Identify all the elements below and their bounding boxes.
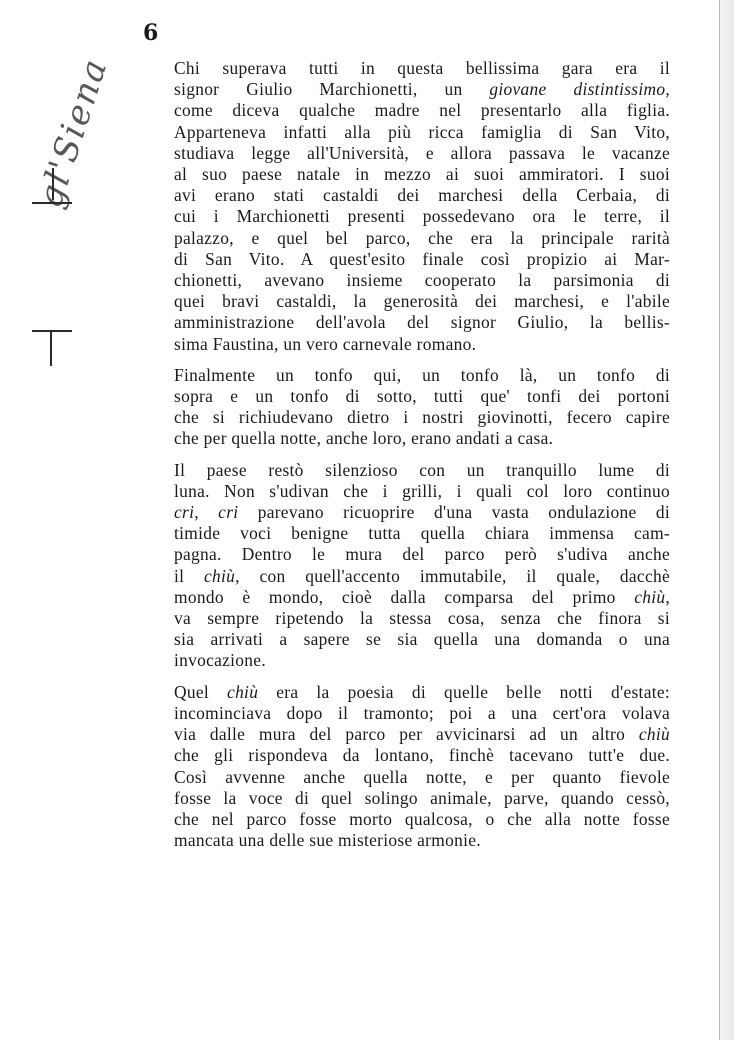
text-run: che gli rispondeva da lontano, finchè tacevano tutt'e due.	[174, 745, 670, 766]
text-line	[144, 566, 670, 587]
text-run: , con quell'accento immutabile, il quale, dacchè	[235, 565, 670, 586]
text-line	[144, 334, 670, 355]
text-line	[144, 428, 670, 449]
text-run: avi erano stati castaldi dei marchesi della Cerbaia, di	[174, 185, 670, 206]
italic-run: chiù	[638, 724, 670, 745]
text-line	[144, 682, 670, 703]
text-line	[144, 830, 670, 851]
text-line	[144, 703, 670, 724]
italic-run: chiù	[634, 586, 666, 607]
body-text	[144, 58, 670, 851]
italic-run: giovane distintissimo,	[489, 79, 670, 100]
text-run: che per quella notte, anche loro, erano andati a casa.	[174, 428, 554, 449]
handwritten-margin-note: gl'Siena	[30, 53, 116, 213]
paragraph-3	[144, 460, 670, 672]
text-line	[144, 407, 670, 428]
text-line	[144, 502, 670, 523]
paragraph-4	[144, 682, 670, 852]
text-line	[144, 249, 670, 270]
text-run: Il paese restò silenzioso con un tranquillo lume di	[174, 459, 670, 480]
text-run: luna. Non s'udivan che i grilli, i quali col loro continuo	[174, 480, 670, 501]
text-run: mancata una delle sue misteriose armonie.	[174, 830, 481, 851]
paragraph-1	[144, 58, 670, 355]
proofreading-mark-vertical	[52, 168, 54, 200]
italic-run: cri, cri	[174, 502, 239, 523]
text-run: Chi superava tutti in questa bellissima gara era il	[174, 58, 670, 78]
text-line	[144, 650, 670, 671]
text-run: sopra e un tonfo di sotto, tutti que' tonfi dei portoni	[174, 386, 670, 407]
text-run: studiava legge all'Università, e allora passava le vacanze	[174, 142, 670, 163]
text-run: sia arrivati a sapere se sia quella una domanda o una	[174, 629, 670, 650]
text-run: che nel parco fosse morto qualcosa, o che alla notte fosse	[174, 808, 670, 829]
page-edge-shadow	[720, 0, 734, 1040]
text-run: parevano ricuoprire d'una vasta ondulazione di	[238, 502, 670, 523]
text-run: invocazione.	[174, 650, 266, 671]
italic-run: chiù	[203, 565, 236, 586]
text-run: Quel	[174, 681, 228, 702]
text-run: fosse la voce di quel solingo animale, parve, quando cessò,	[174, 787, 670, 808]
text-run: via dalle mura del parco per avvicinarsi ad un altro	[174, 724, 639, 745]
text-run: di San Vito. A quest'esito finale così propizio ai Mar-	[174, 248, 670, 269]
text-run: chionetti, avevano insieme cooperato la parsimonia di	[174, 270, 670, 291]
text-run: amministrazione dell'avola del signor Giulio, la bellis-	[174, 312, 670, 333]
italic-run: chiù	[227, 681, 259, 702]
text-line	[144, 629, 670, 650]
text-run: Così avvenne anche quella notte, e per quanto fievole	[174, 766, 670, 787]
text-line	[144, 460, 670, 481]
text-line	[144, 291, 670, 312]
text-line	[144, 185, 670, 206]
text-run: va sempre ripetendo la stessa cosa, senza che finora si	[174, 608, 670, 629]
text-run: signor Giulio Marchionetti, un	[174, 79, 490, 100]
text-line	[144, 365, 670, 386]
text-line	[144, 788, 670, 809]
text-line	[144, 544, 670, 565]
page-number: 6	[143, 20, 159, 46]
text-run: incominciava dopo il tramonto; poi a una cert'ora volava	[174, 702, 670, 723]
proofreading-mark-horizontal	[32, 202, 72, 204]
page-edge-line	[719, 0, 720, 1040]
text-line	[144, 228, 670, 249]
text-run: che si richiudevano dietro i nostri giovinotti, fecero capire	[174, 407, 670, 428]
text-line	[144, 767, 670, 788]
text-run: Apparteneva infatti alla più ricca famiglia di San Vito,	[174, 121, 670, 142]
text-line	[144, 79, 670, 100]
text-run: sima Faustina, un vero carnevale romano.	[174, 333, 477, 354]
text-run: palazzo, e quel bel parco, che era la principale rarità	[174, 227, 670, 248]
text-line	[144, 100, 670, 121]
text-run: pagna. Dentro le mura del parco però s'udiva anche	[174, 544, 670, 565]
paragraph-2	[144, 365, 670, 450]
text-line	[144, 164, 670, 185]
text-run: ,	[665, 586, 670, 607]
text-line	[144, 143, 670, 164]
text-line	[144, 724, 670, 745]
text-line	[144, 481, 670, 502]
text-run: mondo è mondo, cioè dalla comparsa del primo	[174, 586, 635, 607]
text-run: al suo paese natale in mezzo ai suoi ammiratori. I suoi	[174, 164, 670, 185]
text-run: il	[174, 565, 204, 586]
text-line	[144, 122, 670, 143]
text-run: quei bravi castaldi, la generosità dei marchesi, e l'abile	[174, 291, 670, 312]
text-run: cui i Marchionetti presenti possedevano ora le terre, il	[174, 206, 670, 227]
text-run: era la poesia di quelle belle notti d'estate:	[258, 681, 670, 702]
text-line	[144, 270, 670, 291]
text-run: timide voci benigne tutta quella chiara immensa cam-	[174, 523, 670, 544]
text-line	[144, 58, 670, 79]
text-line	[144, 206, 670, 227]
text-run: come diceva qualche madre nel presentarlo alla figlia.	[174, 100, 670, 121]
text-line	[144, 587, 670, 608]
text-line	[144, 809, 670, 830]
text-line	[144, 386, 670, 407]
text-line	[144, 608, 670, 629]
text-line	[144, 745, 670, 766]
proofreading-mark-t-top	[32, 330, 72, 332]
text-line	[144, 312, 670, 333]
proofreading-mark-t-stem	[50, 330, 52, 366]
text-run: Finalmente un tonfo qui, un tonfo là, un tonfo di	[174, 364, 670, 385]
text-line	[144, 523, 670, 544]
